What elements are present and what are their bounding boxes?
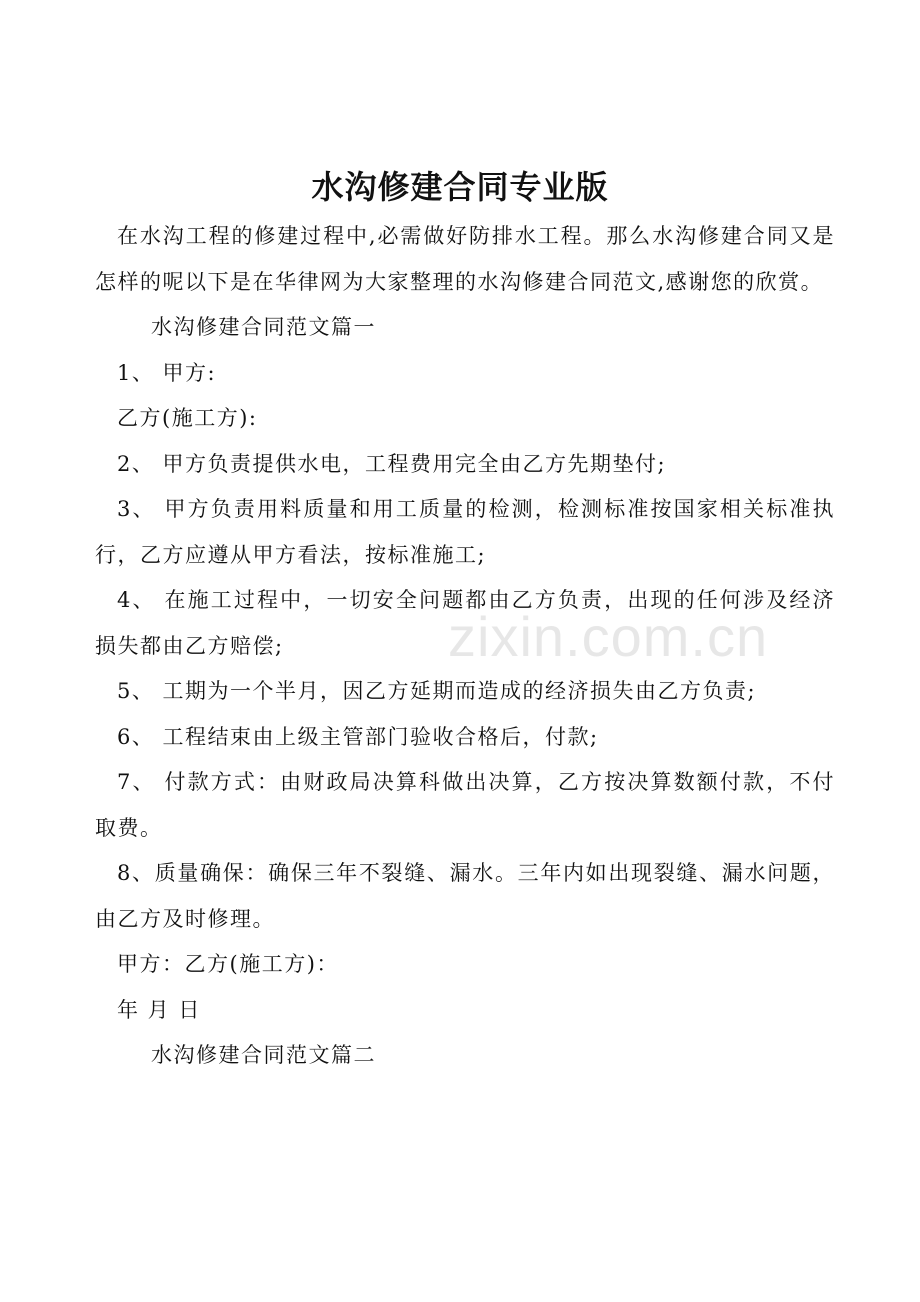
clause-6: 6、 工程结束由上级主管部门验收合格后，付款; [117, 724, 599, 749]
section-heading-1: 水沟修建合同范文篇一 [151, 315, 376, 339]
document-body [95, 214, 835, 1079]
clause-1-party-a: 1、 甲方: [117, 360, 217, 385]
clause-7: 7、 付款方式：由财政局决算科做出决算，乙方按决算数额付款，不付取费。 [95, 770, 835, 840]
section-heading-2: 水沟修建合同范文篇二 [151, 1043, 376, 1067]
date-line: 年 月 日 [117, 997, 201, 1022]
clause-8: 8、质量确保：确保三年不裂缝、漏水。三年内如出现裂缝、漏水问题，由乙方及时修理。 [95, 861, 835, 931]
signature-line: 甲方：乙方(施工方)： [117, 952, 339, 976]
clause-4: 4、 在施工过程中，一切安全问题都由乙方负责，出现的任何涉及经济损失都由乙方赔偿; [95, 588, 835, 658]
intro-paragraph: 在水沟工程的修建过程中,必需做好防排水工程。那么水沟修建合同又是怎样的呢以下是在华律网为大家整理的水沟修建合同范文,感谢您的欣赏。 [95, 224, 835, 294]
clause-5: 5、 工期为一个半月，因乙方延期而造成的经济损失由乙方负责; [117, 679, 757, 703]
clause-3: 3、 甲方负责用料质量和用工质量的检测，检测标准按国家相关标准执行，乙方应遵从甲方看法，按标准施工; [95, 497, 835, 567]
watermark-text: zixin.com.cn [448, 605, 769, 668]
document-title: 水沟修建合同专业版 [311, 168, 609, 206]
clause-2: 2、 甲方负责提供水电，工程费用完全由乙方先期垫付; [117, 451, 667, 476]
clause-1-party-b: 乙方(施工方): [117, 406, 258, 430]
